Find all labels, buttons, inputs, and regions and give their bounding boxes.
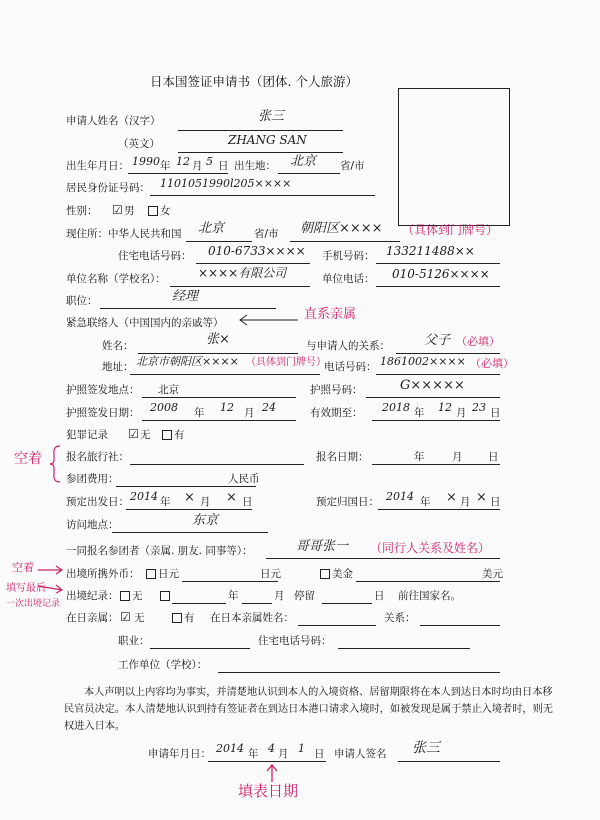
name-cn-value[interactable]: 张三 [258, 109, 285, 124]
date-arrow-icon [264, 762, 280, 784]
ec-relation-line [396, 353, 500, 354]
app-day[interactable]: 1 [298, 742, 305, 755]
reg-day-suffix: 日 [488, 451, 499, 463]
passport-no-value[interactable]: G××××× [400, 378, 465, 393]
dob-month[interactable]: 12 [176, 155, 190, 168]
name-en-line [178, 152, 343, 153]
home-phone-value[interactable]: 010-6733×××× [208, 244, 306, 258]
declaration-text: 本人声明以上内容均为事实，并清楚地认识到本人的入境资格、居留期限将在本人到达日本时均由日本移民官员决定。本人清楚地认识到持有签证者在到达日本港口请求入境时，如被发现是属于禁止入境者时，则无权进入日本。 [64, 687, 553, 732]
passport-month-suffix: 月 [244, 407, 255, 419]
ec-phone-line [376, 374, 500, 375]
record-month-suffix: 月 [274, 590, 285, 602]
agency-note: 空着 [14, 451, 42, 467]
ec-phone-value[interactable]: 1861002×××× [380, 355, 466, 368]
passport-date-line [142, 420, 296, 421]
name-en-label: （英文） [118, 138, 160, 150]
usd-line [356, 581, 500, 582]
address-province[interactable]: 北京 [198, 221, 225, 236]
rel-name-label: 在日本亲属姓名： [210, 612, 294, 624]
dob-day[interactable]: 5 [206, 155, 213, 168]
id-value[interactable]: 1101051990l205×××× [160, 177, 292, 190]
ec-name-value[interactable]: 张× [206, 332, 230, 347]
fee-unit: 人民币 [228, 473, 260, 485]
ec-name-line [138, 353, 298, 354]
expiry-year-suffix: 年 [414, 407, 425, 419]
relatives-none-checkbox[interactable]: ☑ [120, 610, 131, 624]
criminal-label: 犯罪记录 [66, 429, 108, 441]
app-year[interactable]: 2014 [216, 742, 244, 755]
emergency-note: 直系亲属 [304, 307, 357, 322]
passport-place-value[interactable]: 北京 [158, 384, 179, 396]
depart-day-suffix: 日 [242, 496, 253, 508]
birthplace-label: 出生地： [234, 160, 276, 172]
return-day[interactable]: × [476, 490, 487, 505]
ec-address-label: 地址： [102, 361, 134, 373]
stay-line [322, 603, 372, 604]
visit-place-line [112, 532, 268, 533]
dest-country-label: 前往国家名。 [398, 590, 461, 602]
home-phone-line [196, 263, 310, 264]
cash-arrow-icon [36, 564, 66, 594]
birthplace-value[interactable]: 北京 [290, 154, 317, 169]
reg-year-suffix: 年 [414, 451, 425, 463]
ec-relation-value[interactable]: 父子 [424, 333, 451, 348]
expiry-line [372, 420, 500, 421]
jpy-box-label: 日元 [158, 568, 179, 580]
depart-year-suffix: 年 [160, 496, 171, 508]
passport-place-label: 护照签发地点： [66, 384, 140, 396]
app-month-suffix: 月 [278, 748, 289, 760]
emergency-arrow-icon [238, 314, 300, 326]
record-year-line [172, 603, 226, 604]
criminal-none-checkbox[interactable]: ☑ [128, 427, 139, 441]
ec-phone-note: （必填） [470, 357, 514, 370]
dob-year-suffix: 年 [160, 160, 171, 172]
depart-line [126, 509, 252, 510]
expiry-day-suffix: 日 [490, 407, 501, 419]
jpy-checkbox[interactable] [146, 569, 156, 579]
passport-month[interactable]: 12 [220, 401, 234, 414]
passport-date-label: 护照签发日期： [66, 407, 140, 419]
ec-address-line [130, 374, 320, 375]
dob-label: 出生年月日： [66, 160, 129, 172]
reg-month-suffix: 月 [452, 451, 463, 463]
passport-no-label: 护照号码： [310, 384, 363, 396]
return-month[interactable]: × [446, 490, 457, 505]
address-detail[interactable]: 朝阳区×××× [300, 221, 383, 236]
depart-month[interactable]: × [184, 490, 195, 505]
relation-label: 关系： [384, 612, 416, 624]
app-date-label: 申请年月日： [148, 748, 211, 760]
criminal-have-checkbox[interactable] [162, 430, 172, 440]
expiry-month-suffix: 月 [456, 407, 467, 419]
cash-note-2: 填写最后 [6, 583, 46, 594]
relatives-none-label: 无 [134, 612, 145, 624]
position-line [100, 308, 276, 309]
id-label: 居民身份证号码： [66, 182, 150, 194]
expiry-year[interactable]: 2018 [382, 401, 410, 414]
signature-value[interactable]: 张三 [412, 740, 440, 756]
name-en-value[interactable]: ZHANG SAN [228, 133, 307, 147]
job-label: 职业： [118, 635, 150, 647]
cash-label: 出境所携外币： [66, 568, 140, 580]
gender-label: 性别： [66, 205, 98, 217]
address-province-line [186, 241, 252, 242]
mobile-line [376, 263, 500, 264]
depart-month-suffix: 月 [200, 496, 211, 508]
relatives-have-label: 有 [184, 612, 195, 624]
fee-line [116, 486, 256, 487]
reg-date-label: 报名日期： [316, 451, 369, 463]
dob-day-suffix: 日 [218, 160, 229, 172]
usd-box-label: 美金 [332, 568, 353, 580]
address-province-suffix: 省/市 [254, 228, 279, 240]
address-note: （具体到门牌号） [402, 223, 499, 237]
signature-line [398, 761, 500, 762]
relatives-have-checkbox[interactable] [172, 613, 182, 623]
position-value[interactable]: 经理 [172, 289, 199, 304]
agency-label: 报名旅行社： [66, 451, 129, 463]
record-have-checkbox[interactable] [160, 591, 170, 601]
mobile-value[interactable]: 133211488×× [386, 244, 475, 258]
male-checkbox[interactable]: ☑ [112, 203, 123, 217]
companions-label: 一同报名参团者（亲属. 朋友. 同事等）： [66, 545, 253, 557]
work-phone-value[interactable]: 010-5126×××× [392, 267, 490, 281]
jpy-line [182, 581, 278, 582]
work-unit-label: 工作单位（学校）： [118, 659, 208, 671]
relatives-label: 在日亲属： [66, 612, 119, 624]
id-line [150, 195, 375, 196]
depart-year[interactable]: 2014 [130, 490, 158, 503]
app-year-suffix: 年 [248, 748, 259, 760]
dob-month-suffix: 月 [192, 160, 203, 172]
work-unit-line [218, 672, 500, 673]
app-month[interactable]: 4 [268, 742, 275, 755]
home-phone-label: 住宅电话号码： [118, 250, 192, 262]
passport-year[interactable]: 2008 [150, 401, 178, 414]
usd-unit: 美元 [482, 568, 503, 580]
job-line [150, 648, 250, 649]
expiry-label: 有效期至： [310, 407, 363, 419]
stay-day-suffix: 日 [374, 590, 385, 602]
birthplace-line [278, 173, 340, 174]
position-label: 职位： [66, 295, 98, 307]
male-label: 男 [124, 205, 135, 217]
ec-address-value[interactable]: 北京市朝阳区×××× [136, 355, 239, 368]
companions-note: （同行人关系及姓名） [370, 541, 491, 555]
employer-label: 单位名称（学校名）： [66, 273, 166, 285]
passport-year-suffix: 年 [194, 407, 205, 419]
relation-line [420, 625, 500, 626]
passport-place-line [142, 397, 296, 398]
expiry-day[interactable]: 23 [472, 401, 486, 414]
return-year[interactable]: 2014 [386, 490, 414, 503]
ec-phone-label: 电话号码： [324, 361, 377, 373]
record-none-checkbox[interactable] [120, 591, 130, 601]
stay-label: 停留 [294, 590, 315, 602]
companions-line [266, 558, 500, 559]
signature-label: 申请人签名 [334, 748, 387, 760]
companions-value[interactable]: 哥哥张一 [296, 539, 349, 554]
dob-year[interactable]: 1990 [132, 155, 160, 168]
emergency-label: 紧急联络人（中国国内的亲戚等） [66, 317, 224, 329]
home-phone2-line [338, 648, 470, 649]
ec-relation-label: 与申请人的关系： [306, 340, 390, 352]
jpy-unit: 日元 [260, 568, 281, 580]
address-detail-line [290, 241, 400, 242]
criminal-none-label: 无 [140, 429, 151, 441]
return-month-suffix: 月 [460, 496, 471, 508]
return-day-suffix: 日 [490, 496, 501, 508]
app-day-suffix: 日 [314, 748, 325, 760]
depart-day[interactable]: × [226, 490, 237, 505]
record-year-suffix: 年 [228, 590, 239, 602]
date-note: 填表日期 [238, 782, 299, 800]
rel-name-line [298, 625, 376, 626]
employer-line [170, 286, 310, 287]
photo-box [398, 88, 510, 226]
female-label: 女 [160, 205, 171, 217]
agency-line [130, 464, 304, 465]
depart-label: 预定出发日： [66, 496, 129, 508]
visit-place-label: 访问地点： [66, 519, 119, 531]
visit-place-value[interactable]: 东京 [192, 513, 219, 528]
return-line [378, 509, 500, 510]
cash-note-1: 空着 [12, 561, 34, 574]
birthplace-suffix: 省/市 [340, 160, 365, 172]
work-phone-line [376, 286, 500, 287]
fee-label: 参团费用： [66, 473, 119, 485]
record-label: 出境纪录： [66, 590, 119, 602]
cash-note-3: 一次出境记录 [6, 599, 61, 609]
female-checkbox[interactable] [148, 206, 158, 216]
work-phone-label: 单位电话： [322, 273, 375, 285]
ec-name-label: 姓名： [102, 340, 134, 352]
expiry-month[interactable]: 12 [438, 401, 452, 414]
record-month-line [242, 603, 272, 604]
passport-no-line [366, 397, 500, 398]
ec-address-note: （具体到门牌号） [246, 357, 326, 368]
ec-relation-note: （必填） [456, 335, 500, 348]
bracket-icon [50, 444, 62, 484]
reg-date-line [372, 464, 500, 465]
record-none-label: 无 [132, 590, 143, 602]
name-cn-label: 申请人姓名（汉字） [66, 115, 161, 127]
passport-day[interactable]: 24 [262, 401, 276, 414]
dob-line [128, 173, 228, 174]
criminal-have-label: 有 [174, 429, 185, 441]
address-label: 现住所：中华人民共和国 [66, 228, 182, 240]
name-cn-line [178, 130, 343, 131]
usd-checkbox[interactable] [320, 569, 330, 579]
home-phone2-label: 住宅电话号码： [258, 635, 332, 647]
return-year-suffix: 年 [420, 496, 431, 508]
employer-value[interactable]: ××××有限公司 [198, 266, 287, 280]
form-title: 日本国签证申请书（团体. 个人旅游） [150, 74, 358, 89]
return-label: 预定归国日： [316, 496, 379, 508]
mobile-label: 手机号码： [322, 250, 375, 262]
